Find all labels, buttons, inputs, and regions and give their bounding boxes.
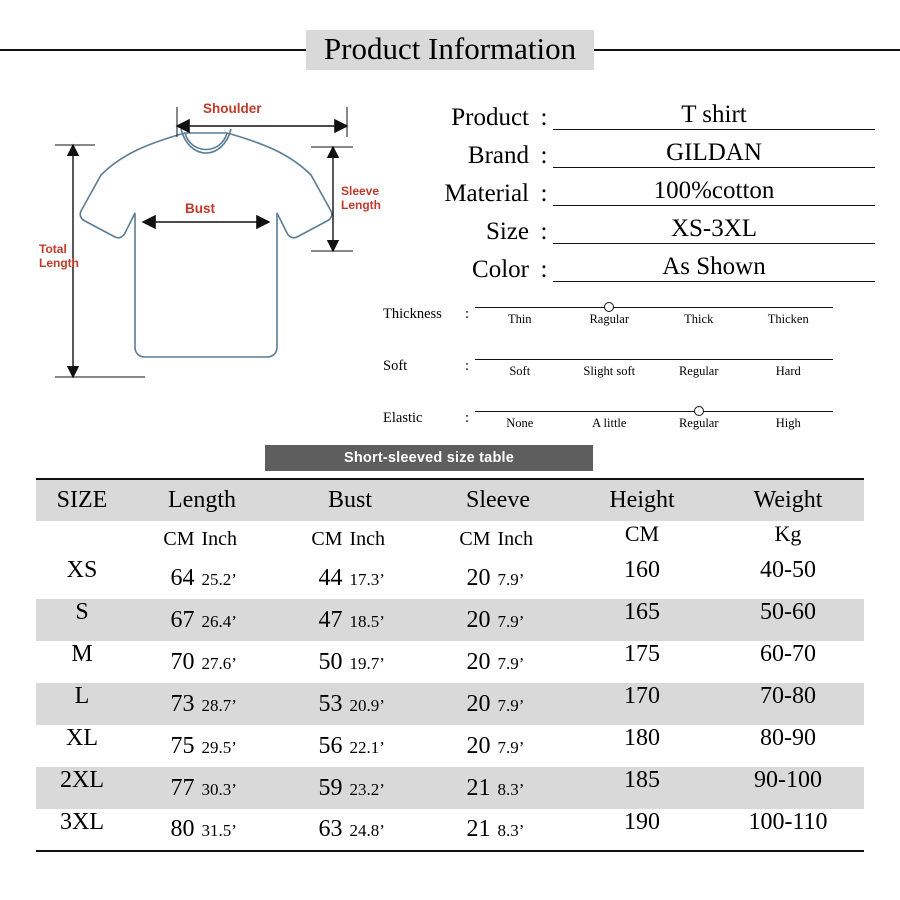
size-table-wrapper	[36, 478, 864, 852]
header-weight: Weight	[712, 479, 864, 521]
header-bust: Bust	[276, 479, 424, 521]
elastic-option-3[interactable]: High	[775, 416, 801, 430]
soft-track	[475, 342, 833, 379]
row-l-sleeve: 20 7.9’	[424, 683, 572, 725]
row-xl-bust: 56 22.1’	[318, 732, 385, 759]
row-xl-size: XL	[66, 725, 98, 751]
material-colon: :	[540, 180, 548, 207]
brand-label: Brand	[467, 142, 529, 169]
row-2xl-weight: 90-100	[712, 767, 864, 809]
product-info-row-brand	[405, 130, 875, 168]
elastic-option-0[interactable]: None	[506, 416, 534, 430]
product-value-underline	[553, 101, 875, 131]
page-title: Product Information	[306, 30, 594, 70]
row-m-sleeve: 20 7.9’	[466, 648, 525, 675]
header-height: Height	[572, 479, 712, 521]
size-label: Size	[485, 218, 529, 245]
row-xl-length: 75 29.5’	[170, 732, 237, 759]
table-row	[36, 641, 864, 683]
soft-option-2[interactable]: Regular	[678, 364, 719, 378]
thickness-label: Thickness	[383, 306, 442, 322]
units-bust	[276, 521, 424, 557]
units-weight-kg: Kg	[774, 521, 802, 546]
size-table-banner: Short-sleeved size table	[265, 445, 593, 471]
units-height	[572, 521, 712, 557]
product-info-list	[405, 92, 875, 282]
page-title-bar	[0, 28, 900, 72]
product-label: Product	[451, 104, 529, 131]
elastic-option-2[interactable]	[654, 394, 744, 431]
row-xl-sleeve: 20 7.9’	[466, 732, 525, 759]
product-info-row-material	[405, 168, 875, 206]
row-3xl-height: 190	[624, 809, 660, 835]
row-2xl-sleeve: 21 8.3’	[424, 767, 572, 809]
row-3xl-size: 3XL	[60, 809, 104, 835]
units-weight	[712, 521, 864, 557]
thickness-option-0[interactable]: Thin	[507, 312, 532, 326]
svg-text:Length: Length	[341, 198, 381, 212]
brand-value: GILDAN	[666, 138, 762, 166]
row-l-length: 73 28.7’	[128, 683, 276, 725]
row-2xl-height: 185	[572, 767, 712, 809]
row-l-bust: 53 20.9’	[276, 683, 424, 725]
size-value: XS-3XL	[670, 214, 758, 242]
units-sleeve-inch: Inch	[497, 527, 534, 550]
row-xs-sleeve: 20 7.9’	[466, 564, 525, 591]
soft-colon: :	[465, 358, 470, 374]
elastic-label: Elastic	[383, 410, 423, 426]
units-sleeve-cm: CM	[459, 527, 491, 550]
color-colon: :	[540, 256, 548, 283]
table-row	[36, 809, 864, 851]
units-size	[36, 521, 128, 557]
row-m-size: M	[71, 641, 93, 667]
title-rule-right	[594, 49, 900, 51]
units-bust-inch: Inch	[349, 527, 386, 550]
row-s-bust: 47 18.5’	[276, 599, 424, 641]
units-length-cm: CM	[163, 527, 195, 550]
product-value: T shirt	[681, 100, 747, 128]
header-size: SIZE	[36, 479, 128, 521]
thickness-option-3[interactable]: Thicken	[767, 312, 809, 326]
table-row	[36, 767, 864, 809]
row-m-height: 175	[624, 641, 660, 667]
row-xs-height: 160	[624, 557, 660, 583]
color-value-underline	[553, 253, 875, 283]
scale-soft	[383, 342, 833, 382]
color-value: As Shown	[662, 252, 766, 280]
row-s-size: S	[36, 599, 128, 641]
soft-option-1[interactable]: Slight soft	[583, 364, 636, 378]
size-table	[36, 478, 864, 852]
row-s-weight: 50-60	[712, 599, 864, 641]
row-m-bust: 50 19.7’	[318, 648, 385, 675]
row-3xl-bust: 63 24.8’	[318, 816, 385, 842]
units-length	[128, 521, 276, 557]
material-value: 100%cotton	[653, 176, 775, 204]
row-s-sleeve: 20 7.9’	[424, 599, 572, 641]
row-m-length: 70 27.6’	[170, 648, 237, 675]
units-sleeve	[424, 521, 572, 557]
attribute-scales	[383, 290, 833, 446]
scale-thickness	[383, 290, 833, 330]
row-3xl-length: 80 31.5’	[170, 816, 237, 842]
material-value-underline	[553, 177, 875, 207]
units-length-inch: Inch	[201, 527, 238, 550]
row-xl-weight: 80-90	[760, 725, 816, 751]
row-2xl-length: 77 30.3’	[128, 767, 276, 809]
svg-text:Length: Length	[39, 256, 79, 270]
brand-colon: :	[540, 142, 548, 169]
row-2xl-bust: 59 23.2’	[276, 767, 424, 809]
size-colon: :	[540, 218, 548, 245]
svg-text:Sleeve: Sleeve	[341, 184, 380, 198]
product-colon: :	[540, 104, 548, 131]
product-info-row-product	[405, 92, 875, 130]
table-units-row	[36, 521, 864, 557]
header-length: Length	[128, 479, 276, 521]
thickness-colon: :	[465, 306, 470, 322]
product-info-row-size	[405, 206, 875, 244]
soft-option-3[interactable]: Hard	[775, 364, 801, 378]
row-xl-height: 180	[624, 725, 660, 751]
elastic-selected-dot	[694, 406, 704, 416]
soft-option-0[interactable]: Soft	[509, 364, 531, 378]
svg-text:Shoulder: Shoulder	[203, 101, 262, 116]
row-xs-bust: 44 17.3’	[318, 564, 385, 591]
thickness-option-1-label: Ragular	[589, 312, 630, 326]
row-2xl-size: 2XL	[36, 767, 128, 809]
color-label: Color	[472, 256, 529, 283]
brand-value-underline	[553, 139, 875, 169]
size-value-underline	[553, 215, 875, 245]
scale-elastic	[383, 394, 833, 434]
units-height-cm: CM	[624, 521, 660, 546]
row-xs-weight: 40-50	[760, 557, 816, 583]
material-label: Material	[444, 180, 529, 207]
product-info-row-color	[405, 244, 875, 282]
elastic-colon: :	[465, 410, 470, 426]
row-l-size: L	[36, 683, 128, 725]
title-rule-left	[0, 49, 306, 51]
table-header-row	[36, 479, 864, 521]
elastic-option-1[interactable]: A little	[592, 416, 627, 430]
table-row	[36, 725, 864, 767]
row-s-height: 165	[572, 599, 712, 641]
svg-text:Bust: Bust	[185, 201, 215, 216]
table-row	[36, 599, 864, 641]
soft-label: Soft	[383, 358, 408, 374]
header-sleeve: Sleeve	[424, 479, 572, 521]
elastic-track	[475, 394, 833, 431]
row-3xl-weight: 100-110	[748, 809, 828, 835]
row-m-weight: 60-70	[760, 641, 816, 667]
tshirt-measurement-diagram	[35, 85, 405, 425]
elastic-option-2-label: Regular	[678, 416, 719, 430]
row-l-weight: 70-80	[712, 683, 864, 725]
svg-text:Total: Total	[39, 242, 67, 256]
thickness-option-1[interactable]	[565, 290, 655, 327]
table-row	[36, 557, 864, 599]
row-s-length: 67 26.4’	[128, 599, 276, 641]
thickness-selected-dot	[604, 302, 614, 312]
thickness-option-2[interactable]: Thick	[684, 312, 714, 326]
thickness-track	[475, 290, 833, 327]
row-xs-size: XS	[66, 557, 98, 583]
units-bust-cm: CM	[311, 527, 343, 550]
row-l-height: 170	[572, 683, 712, 725]
row-3xl-sleeve: 21 8.3’	[466, 816, 525, 842]
table-row	[36, 683, 864, 725]
row-xs-length: 64 25.2’	[170, 564, 237, 591]
